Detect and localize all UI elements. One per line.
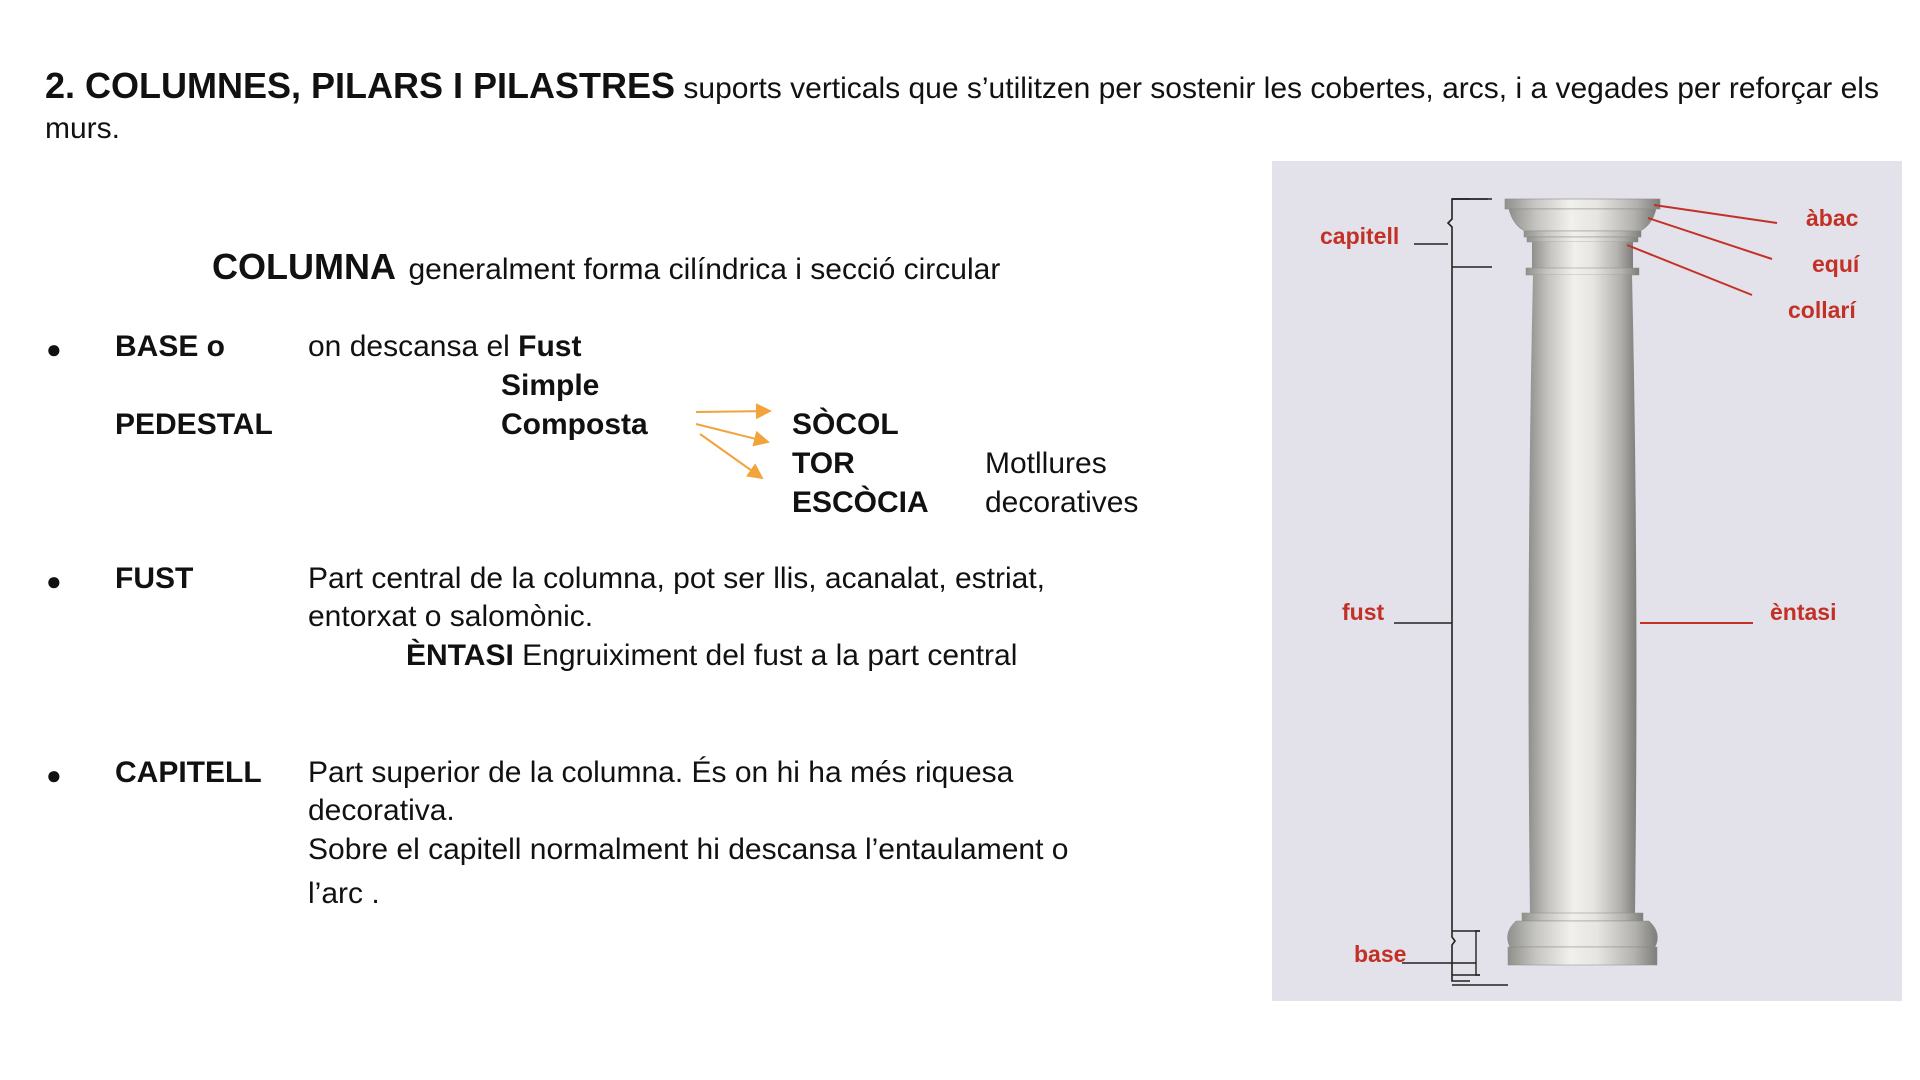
base-desc-prefix: on descansa el: [308, 330, 519, 363]
label-equi: equí: [1812, 251, 1860, 277]
label-base: base: [1354, 941, 1407, 967]
annulet-2: [1527, 237, 1638, 242]
column-illustration: [1272, 161, 1902, 1001]
base-ring: [1522, 913, 1643, 921]
leader-equi: [1648, 218, 1772, 259]
arrow-escocia: [700, 434, 762, 478]
columna-title: COLUMNA: [212, 246, 396, 287]
fust-desc-line2: entorxat o salomònic.: [308, 600, 594, 633]
base-term-line1: BASE o: [115, 330, 226, 363]
fust-entasi: [406, 637, 1017, 675]
leader-collari: [1627, 245, 1752, 295]
collar: [1526, 268, 1639, 275]
bullet-capitell: ●: [46, 760, 62, 790]
necking: [1532, 242, 1633, 268]
capitell-term: CAPITELL: [115, 756, 262, 789]
column-shaft: [1529, 275, 1637, 913]
capitell-desc-line3: Sobre el capitell normalment hi descansa l’entaulament o: [308, 833, 1069, 866]
base-desc-fust: Fust: [518, 330, 582, 363]
label-fust: fust: [1342, 599, 1385, 625]
page-heading: [45, 66, 1885, 149]
label-capitell: capitell: [1320, 223, 1400, 249]
base-note-line2: decoratives: [985, 486, 1139, 519]
base-part-escocia: ESCÒCIA: [792, 486, 929, 519]
annulet-1: [1524, 231, 1641, 237]
column-diagram: [1272, 161, 1902, 1001]
base-term-line2: PEDESTAL: [115, 408, 273, 441]
abacus: [1505, 199, 1660, 209]
heading-description: suports verticals que s’utilitzen per sostenir les cobertes, arcs, i a vegades per reforçar els murs.: [45, 72, 1879, 145]
label-abac: àbac: [1806, 205, 1859, 231]
arrow-socol: [696, 411, 770, 412]
base-arrows: [690, 400, 790, 490]
bullet-base: ●: [46, 334, 62, 364]
capitell-desc-line2: decorativa.: [308, 794, 455, 827]
column-bracket: [1448, 199, 1470, 981]
bullet-fust: ●: [46, 566, 62, 596]
base-type-simple: Simple: [501, 369, 600, 402]
label-collari: collarí: [1788, 297, 1856, 323]
base-type-composta: Composta: [501, 408, 648, 441]
label-entasi: èntasi: [1770, 599, 1837, 625]
echinus: [1509, 209, 1656, 231]
fust-term: FUST: [115, 562, 194, 595]
base-plinth: [1508, 947, 1657, 965]
fust-entasi-desc: Engruiximent del fust a la part central: [522, 639, 1018, 672]
capitell-bracket: [1452, 199, 1492, 267]
base-note-line1: Motllures: [985, 447, 1107, 480]
leader-abac: [1654, 205, 1777, 223]
base-torus: [1508, 921, 1658, 947]
base-part-tor: TOR: [792, 447, 855, 480]
columna-subtitle: [212, 246, 1000, 288]
fust-desc-line1: Part central de la columna, pot ser llis, acanalat, estriat,: [308, 562, 1046, 595]
heading-title: 2. COLUMNES, PILARS I PILASTRES: [45, 65, 676, 106]
capitell-desc-line1: Part superior de la columna. És on hi ha més riquesa: [308, 756, 1014, 789]
base-part-socol: SÒCOL: [792, 408, 899, 441]
capitell-desc-line4: l’arc .: [308, 877, 380, 910]
fust-entasi-term: ÈNTASI: [406, 639, 514, 672]
base-description: [308, 328, 581, 366]
columna-description: generalment forma cilíndrica i secció circular: [408, 253, 1001, 286]
